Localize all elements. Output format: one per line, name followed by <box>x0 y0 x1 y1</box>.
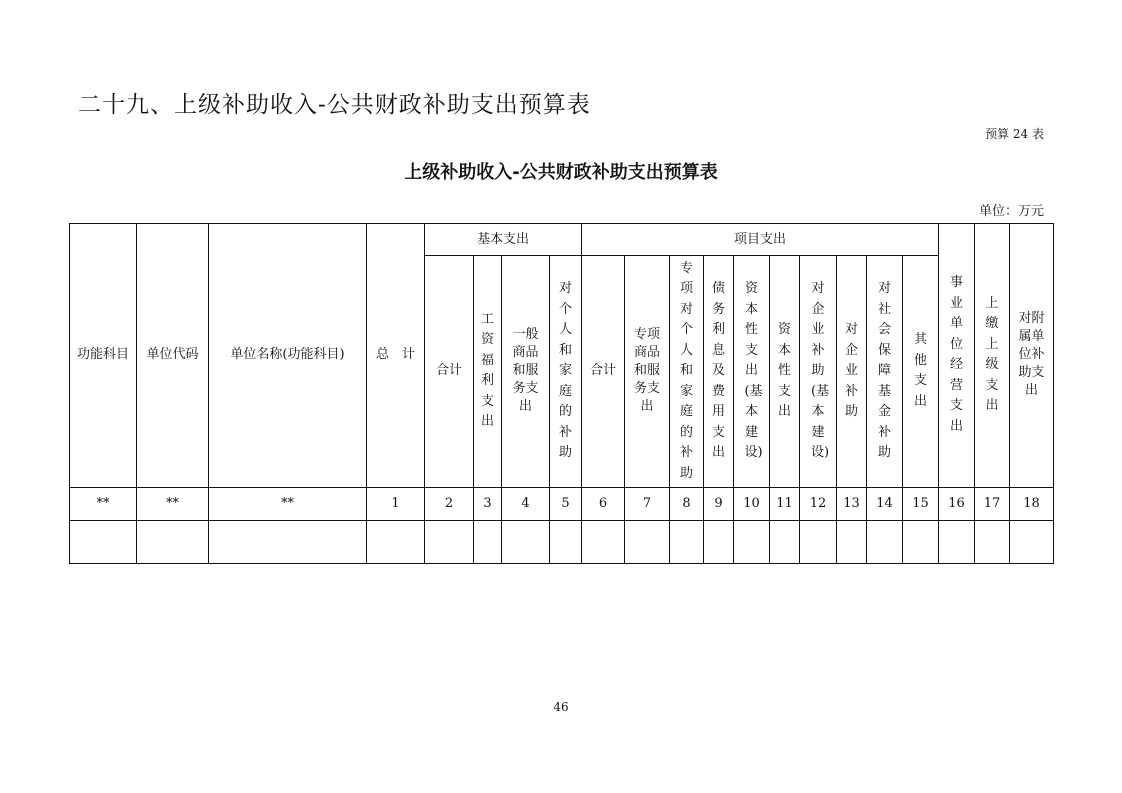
number-cell: ** <box>137 487 209 520</box>
number-cell: 17 <box>975 487 1010 520</box>
empty-cell <box>1010 520 1054 563</box>
empty-cell <box>209 520 367 563</box>
table-title: 上级补助收入-公共财政补助支出预算表 <box>404 162 718 183</box>
empty-cell <box>474 520 502 563</box>
number-cell: 13 <box>837 487 867 520</box>
empty-cell <box>670 520 704 563</box>
empty-cell <box>734 520 770 563</box>
number-row <box>70 487 1054 520</box>
header-project-other: 其他支出 <box>903 256 939 487</box>
unit-label: 单位：万元 <box>978 204 1044 219</box>
empty-cell <box>367 520 425 563</box>
header-func-subject: 功能科目 <box>70 224 137 488</box>
empty-cell <box>939 520 975 563</box>
number-cell: 3 <box>474 487 502 520</box>
header-upper-payment: 上缴上级支出 <box>975 224 1010 488</box>
number-cell: 2 <box>425 487 474 520</box>
header-project-capital: 资本性支出 <box>770 256 800 487</box>
number-cell: 4 <box>502 487 550 520</box>
empty-cell <box>582 520 625 563</box>
empty-cell <box>137 520 209 563</box>
header-total: 总 计 <box>367 224 425 488</box>
empty-cell <box>425 520 474 563</box>
number-cell: 12 <box>800 487 837 520</box>
empty-cell <box>70 520 137 563</box>
empty-cell <box>550 520 582 563</box>
header-basic-goods: 一般商品和服务支出 <box>502 256 550 487</box>
header-project-enterprise: 对企业补助 <box>837 256 867 487</box>
header-basic-personal: 对个人和家庭的补助 <box>550 256 582 487</box>
empty-cell <box>800 520 837 563</box>
number-cell: 15 <box>903 487 939 520</box>
header-row-1 <box>70 224 1054 256</box>
header-project-group: 项目支出 <box>582 224 939 256</box>
page-number: 46 <box>553 700 569 714</box>
header-affiliated: 对附属单位补助支出 <box>1010 224 1054 488</box>
header-project-debt-interest: 债务利息及费用支出 <box>704 256 734 487</box>
empty-cell <box>975 520 1010 563</box>
empty-cell <box>502 520 550 563</box>
budget-table <box>69 223 1054 564</box>
empty-cell <box>770 520 800 563</box>
number-cell: 11 <box>770 487 800 520</box>
number-cell: ** <box>209 487 367 520</box>
empty-cell <box>867 520 903 563</box>
empty-cell <box>903 520 939 563</box>
number-cell: 9 <box>704 487 734 520</box>
number-cell: 5 <box>550 487 582 520</box>
number-cell: 10 <box>734 487 770 520</box>
header-project-capital-basic: 资本性支出(基本建设) <box>734 256 770 487</box>
empty-cell <box>704 520 734 563</box>
number-cell: 8 <box>670 487 704 520</box>
form-number: 预算 24 表 <box>985 127 1044 141</box>
header-business-operation: 事业单位经营支出 <box>939 224 975 488</box>
header-basic-group: 基本支出 <box>425 224 582 256</box>
header-basic-wages: 工资福利支出 <box>474 256 502 487</box>
number-cell: 7 <box>625 487 670 520</box>
header-project-subtotal: 合计 <box>582 256 625 487</box>
empty-cell <box>625 520 670 563</box>
header-project-special-goods: 专项商品和服务支出 <box>625 256 670 487</box>
header-unit-name: 单位名称(功能科目) <box>209 224 367 488</box>
number-cell: 6 <box>582 487 625 520</box>
header-project-special-personal: 专项对个人和家庭的补助 <box>670 256 704 487</box>
number-cell: 18 <box>1010 487 1054 520</box>
number-cell: ** <box>70 487 137 520</box>
empty-cell <box>837 520 867 563</box>
header-basic-subtotal: 合计 <box>425 256 474 487</box>
header-unit-code: 单位代码 <box>137 224 209 488</box>
number-cell: 14 <box>867 487 903 520</box>
number-cell: 16 <box>939 487 975 520</box>
number-cell: 1 <box>367 487 425 520</box>
section-title: 二十九、上级补助收入-公共财政补助支出预算表 <box>78 92 591 118</box>
header-project-social-security: 对社会保障基金补助 <box>867 256 903 487</box>
empty-data-row <box>70 520 1054 563</box>
header-project-enterprise-basic: 对企业补助(基本建设) <box>800 256 837 487</box>
